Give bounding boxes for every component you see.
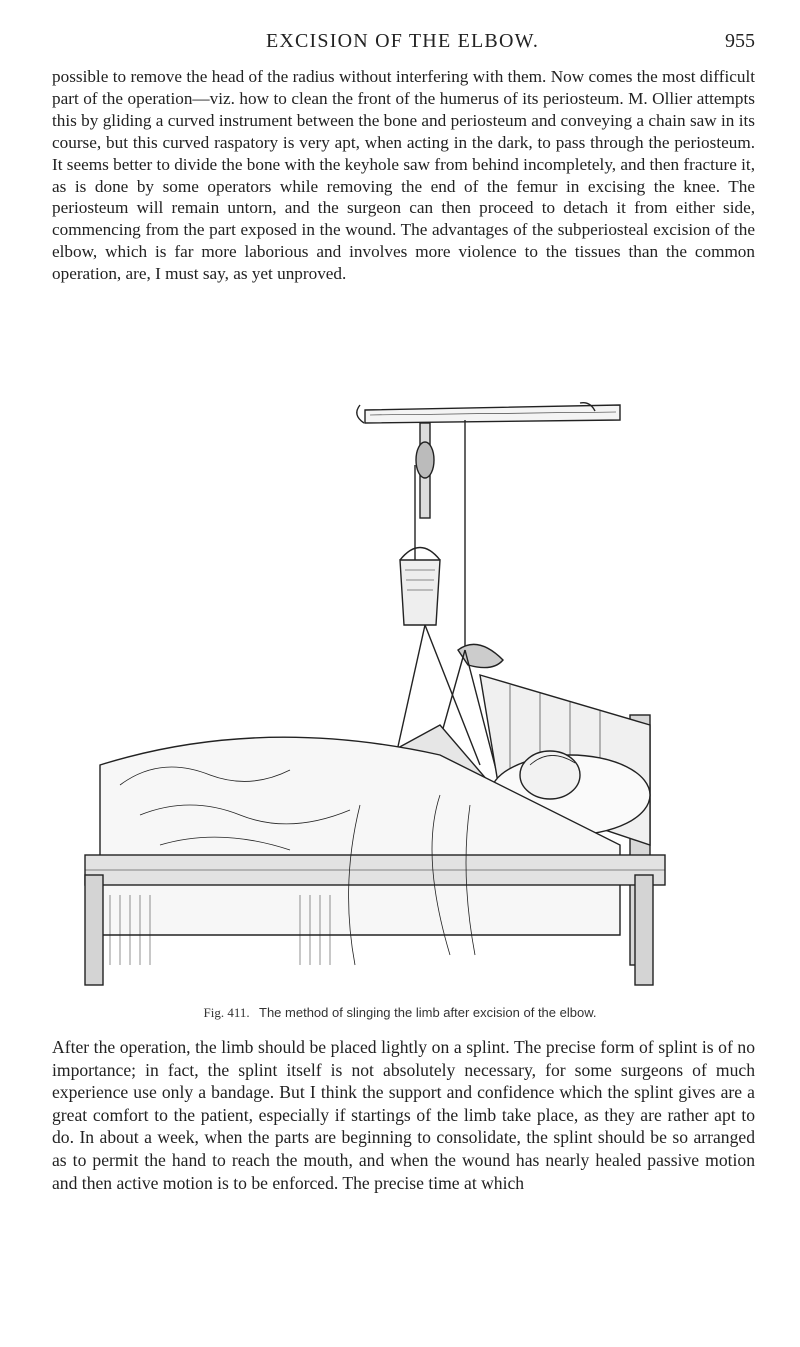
sling-engraving	[60, 375, 750, 995]
paragraph-2: After the operation, the limb should be placed lightly on a splint. The precise form of splint is of no importance; in fact, the splint itself is not absolutely necessary, for some surgeons of much experience use only a bandage. But I think the support and confidence which the splint gives are a great comfort to the patient, especially if startings of the limb take place, as they are rather apt to do. In about a week, when the parts are beginning to consolidate, the splint should be so arranged as to permit the hand to reach the mouth, and when the wound has nearly healed passive motion and then active motion is to be enforced. The precise time at which	[52, 1037, 755, 1193]
pulley-wheel	[416, 442, 434, 478]
patient-head	[520, 751, 580, 799]
page-number: 955	[725, 30, 755, 52]
rope-clamp	[458, 644, 503, 667]
bed-leg-left	[85, 875, 103, 985]
paragraph-1: possible to remove the head of the radius without interfering with them. Now comes the most difficult part of the operation—viz. how to clean the front of the humerus of its periosteum. M. Ollier attempts this by gliding a curved instrument between the bone and periosteum and conveying a chain saw in its course, but this curved raspatory is very apt, when acting in the dark, to pass through the periosteum. It seems better to divide the bone with the keyhole saw from behind incompletely, and then fracture it, as is done by some operators while removing the end of the femur in excising the knee. The periosteum will remain untorn, and the surgeon can then proceed to detach it from either side, commencing from the part exposed in the wound. The advantages of the subperiosteal excision of the elbow, which is far more laborious and involves more violence to the tissues than the common operation, are, I must say, as yet unproved.	[52, 67, 755, 284]
bar-clamp	[357, 405, 364, 423]
overhead-bar	[365, 405, 620, 423]
bed-leg-right	[635, 875, 653, 985]
figure-label: Fig. 411.	[203, 1005, 250, 1020]
figure-caption	[0, 1005, 800, 1021]
running-title: EXCISION OF THE ELBOW.	[265, 30, 540, 52]
figure-illustration	[60, 375, 750, 1015]
running-head	[50, 30, 755, 56]
figure-caption-text: The method of slinging the limb after excision of the elbow.	[259, 1005, 597, 1020]
